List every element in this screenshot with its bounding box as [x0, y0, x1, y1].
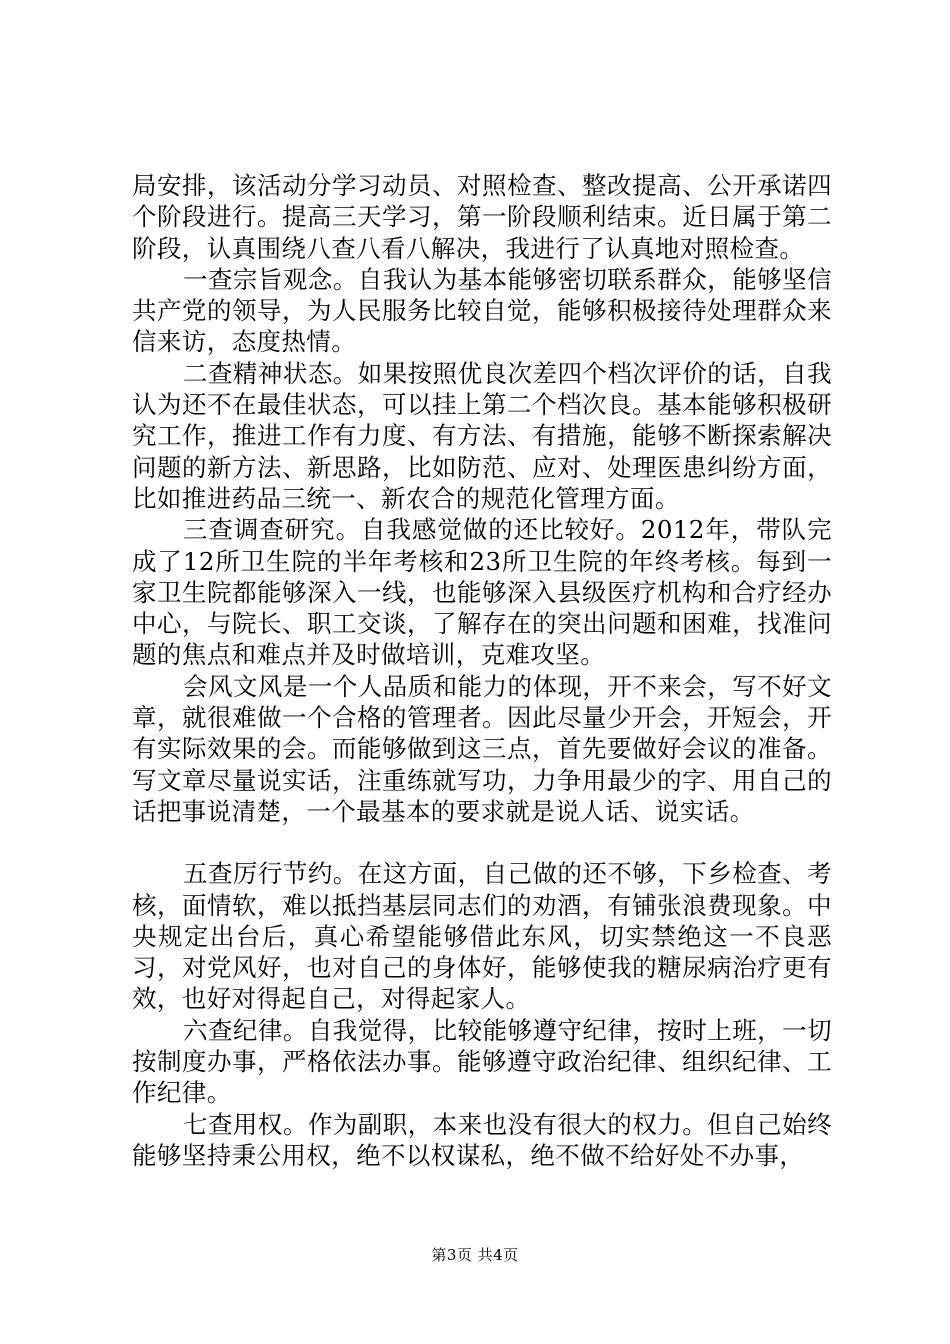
- paragraph-5: 会风文风是一个人品质和能力的体现，开不来会，写不好文章，就很难做一个合格的管理者。因此尽量少开会，开短会，开有实际效果的会。而能够做到这三点，首先要做好会议的准备。写文章尽量说实话，注重练就写功，力争用最少的字、用自己的话把事说清楚，一个最基本的要求就是说人话、说实话。: [132, 671, 832, 826]
- paragraph-8: 七查用权。作为副职，本来也没有很大的权力。但自己始终能够坚持秉公用权，绝不以权谋私，绝不做不给好处不办事，: [132, 1109, 832, 1170]
- paragraph-1: 局安排，该活动分学习动员、对照检查、整改提高、公开承诺四个阶段进行。提高三天学习，第一阶段顺利结束。近日属于第二阶段，认真围绕八查八看八解决，我进行了认真地对照检查。: [132, 171, 832, 263]
- paragraph-4: 三查调查研究。自我感觉做的还比较好。2012年，带队完成了12所卫生院的半年考核和23所卫生院的年终考核。每到一家卫生院都能够深入一线，也能够深入县级医疗机构和合疗经办中心，与院长、职工交谈，了解存在的突出问题和困难，找准问题的焦点和难点并及时做培训，克难攻坚。: [132, 515, 832, 670]
- paragraph-7: 六查纪律。自我觉得，比较能够遵守纪律，按时上班，一切按制度办事，严格依法办事。能够遵守政治纪律、组织纪律、工作纪律。: [132, 1015, 832, 1108]
- paragraph-2: 一查宗旨观念。自我认为基本能够密切联系群众，能够坚信共产党的领导，为人民服务比较自觉，能够积极接待处理群众来信来访，态度热情。: [132, 264, 832, 357]
- paragraph-6: 五查厉行节约。在这方面，自己做的还不够，下乡检查、考核，面情软，难以抵挡基层同志们的劝酒，有铺张浪费现象。中央规定出台后，真心希望能够借此东风，切实禁绝这一不良恶习，对党风好，也对自己的身体好，能够使我的糖尿病治疗更有效，也好对得起自己，对得起家人。: [132, 859, 832, 1014]
- page-footer: [0, 1245, 950, 1265]
- paragraph-3: 二查精神状态。如果按照优良次差四个档次评价的话，自我认为还不在最佳状态，可以挂上第二个档次良。基本能够积极研究工作，推进工作有力度、有方法、有措施，能够不断探索解决问题的新方法、新思路，比如防范、应对、处理医患纠纷方面，比如推进药品三统一、新农合的规范化管理方面。: [132, 358, 832, 513]
- document-body: [132, 170, 832, 1171]
- page-number-label: 第3页 共4页: [431, 1246, 519, 1264]
